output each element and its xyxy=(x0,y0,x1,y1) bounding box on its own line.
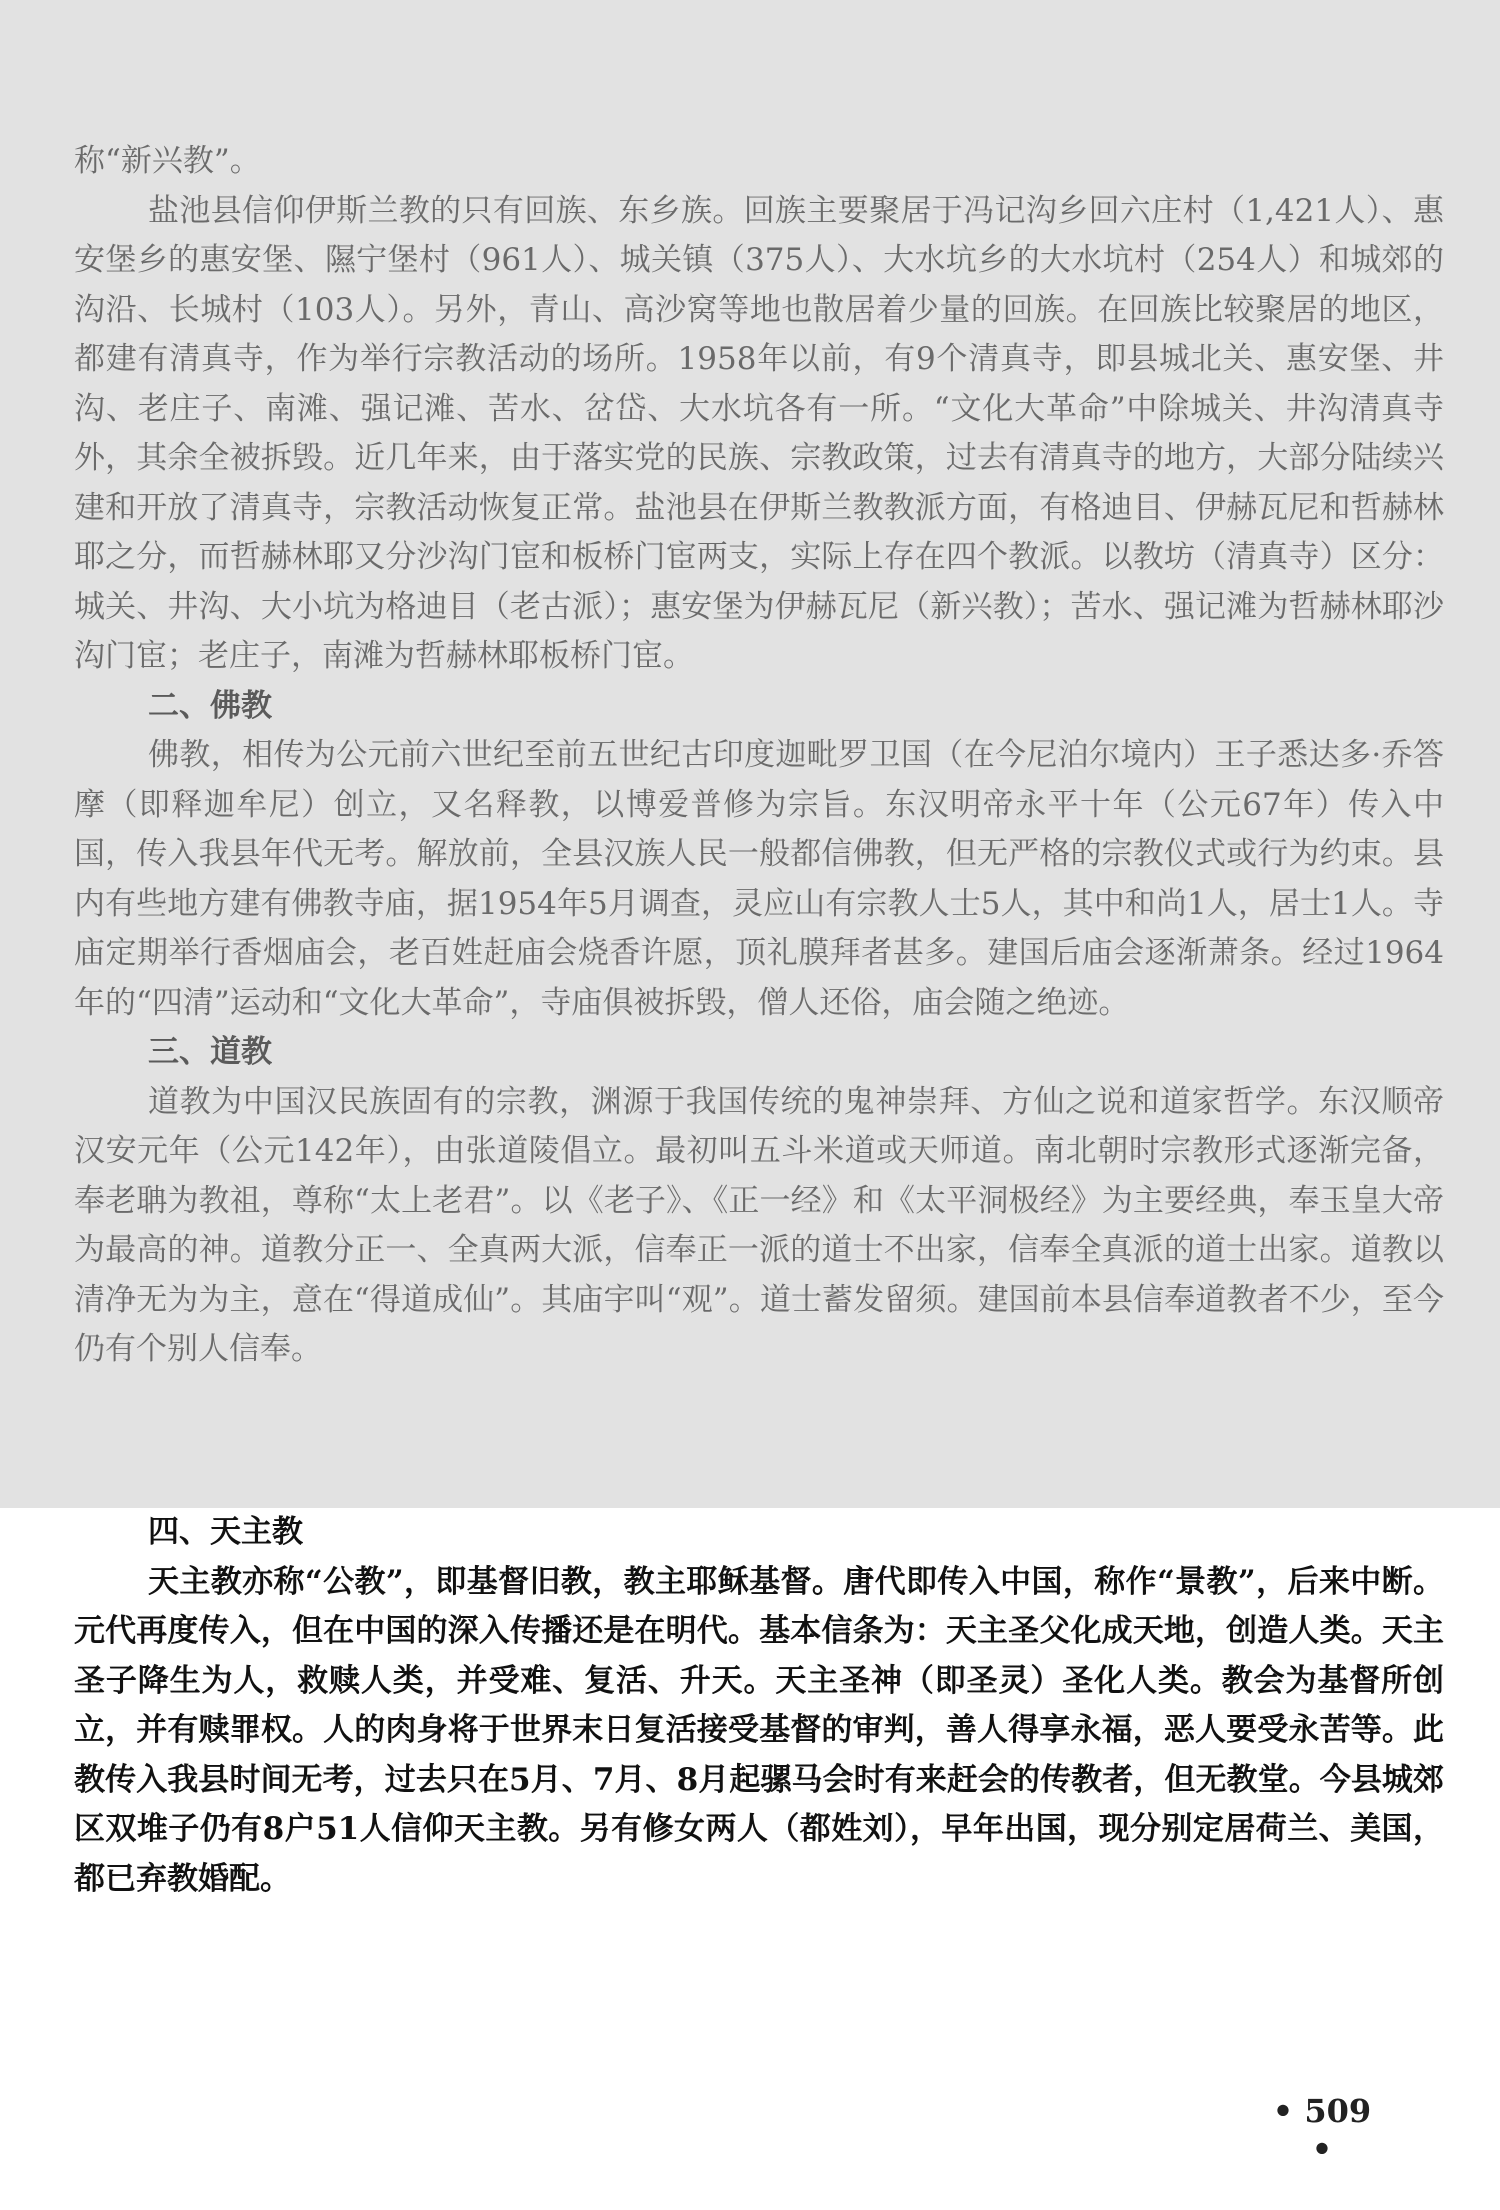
buddhism-heading: 二、佛教 xyxy=(148,687,272,724)
catholicism-heading: 四、天主教 xyxy=(148,1514,303,1550)
upper-text-block xyxy=(74,137,1444,1375)
page-number: • 509 • xyxy=(1272,2092,1372,2168)
lower-text-block xyxy=(74,1508,1444,1904)
buddhism-paragraph: 佛教，相传为公元前六世纪至前五世纪古印度迦毗罗卫国（在今尼泊尔境内）王子悉达多·乔答摩（即释迦牟尼）创立，又名释教，以博爱普修为宗旨。东汉明帝永平十年（公元67年）传入中国，传入我县年代无考。解放前，全县汉族人民一般都信佛教，但无严格的宗教仪式或行为约束。县内有些地方建有佛教寺庙，据1954年5月调查，灵应山有宗教人士5人，其中和尚1人，居士1人。寺庙定期举行香烟庙会，老百姓赶庙会烧香许愿，顶礼膜拜者甚多。建国后庙会逐渐萧条。经过1964年的“四清”运动和“文化大革命”，寺庙俱被拆毁，僧人还俗，庙会随之绝迹。 xyxy=(74,737,1444,1021)
taoism-paragraph: 道教为中国汉民族固有的宗教，渊源于我国传统的鬼神崇拜、方仙之说和道家哲学。东汉顺帝汉安元年（公元142年），由张道陵倡立。最初叫五斗米道或天师道。南北朝时宗教形式逐渐完备，奉老聃为教祖，尊称“太上老君”。以《老子》、《正一经》和《太平洞极经》为主要经典，奉玉皇大帝为最高的神。道教分正一、全真两大派，信奉正一派的道士不出家，信奉全真派的道士出家。道教以清净无为为主，意在“得道成仙”。其庙宇叫“观”。道士蓄发留须。建国前本县信奉道教者不少，至今仍有个别人信奉。 xyxy=(74,1083,1444,1367)
islam-paragraph: 盐池县信仰伊斯兰教的只有回族、东乡族。回族主要聚居于冯记沟乡回六庄村（1,421人）、惠安堡乡的惠安堡、隰宁堡村（961人）、城关镇（375人）、大水坑乡的大水坑村（254人）和城郊的沟沿、长城村（103人）。另外，青山、高沙窝等地也散居着少量的回族。在回族比较聚居的地区，都建有清真寺，作为举行宗教活动的场所。1958年以前，有9个清真寺，即县城北关、惠安堡、井沟、老庄子、南滩、强记滩、苦水、岔岱、大水坑各有一所。“文化大革命”中除城关、井沟清真寺外，其余全被拆毁。近几年来，由于落实党的民族、宗教政策，过去有清真寺的地方，大部分陆续兴建和开放了清真寺，宗教活动恢复正常。盐池县在伊斯兰教教派方面，有格迪目、伊赫瓦尼和哲赫林耶之分，而哲赫林耶又分沙沟门宦和板桥门宦两支，实际上存在四个教派。以教坊（清真寺）区分：城关、井沟、大小坑为格迪目（老古派）；惠安堡为伊赫瓦尼（新兴教）；苦水、强记滩为哲赫林耶沙沟门宦；老庄子，南滩为哲赫林耶板桥门宦。 xyxy=(74,192,1444,674)
taoism-heading: 三、道教 xyxy=(148,1034,272,1070)
catholicism-paragraph: 天主教亦称“公教”，即基督旧教，教主耶稣基督。唐代即传入中国，称作“景教”，后来中断。元代再度传入，但在中国的深入传播还是在明代。基本信条为：天主圣父化成天地，创造人类。天主圣子降生为人，救赎人类，并受难、复活、升天。天主圣神（即圣灵）圣化人类。教会为基督所创立，并有赎罪权。人的肉身将于世界末日复活接受基督的审判，善人得享永福，恶人要受永苦等。此教传入我县时间无考，过去只在5月、7月、8月起骡马会时有来赶会的传教者，但无教堂。今县城郊区双堆子仍有8户51人信仰天主教。另有修女两人（都姓刘），早年出国，现分别定居荷兰、美国，都已弃教婚配。 xyxy=(74,1563,1444,1897)
intro-tail: 称“新兴教”。 xyxy=(74,143,261,179)
